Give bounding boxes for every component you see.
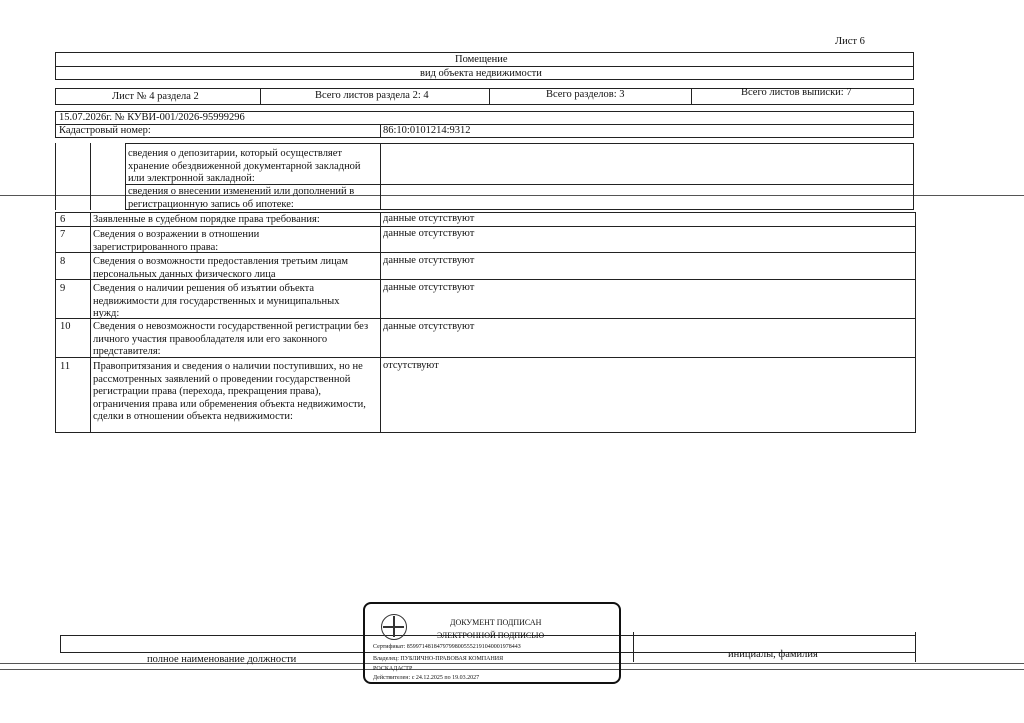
row-value: данные отсутствуют bbox=[383, 321, 475, 332]
row-number: 7 bbox=[60, 229, 66, 240]
row-number: 10 bbox=[60, 321, 71, 332]
stamp-owner: Владелец: ПУБЛИЧНО-ПРАВОВАЯ КОМПАНИЯ bbox=[373, 656, 504, 662]
row-value: данные отсутствуют bbox=[383, 213, 475, 224]
sheet-of-section: Лист № 4 раздела 2 bbox=[112, 91, 199, 102]
stamp-line-1: ДОКУМЕНТ ПОДПИСАН bbox=[450, 618, 542, 627]
row-number: 11 bbox=[60, 361, 71, 372]
row-label: Сведения о возражении в отношении зарегистрированного права: bbox=[93, 229, 260, 253]
total-sections: Всего разделов: 3 bbox=[546, 89, 625, 100]
stamp-line-2: ЭЛЕКТРОННОЙ ПОДПИСЬЮ bbox=[437, 631, 545, 640]
cadastral-number: 86:10:0101214:9312 bbox=[383, 125, 471, 136]
emblem-icon bbox=[381, 614, 407, 640]
cadastral-label: Кадастровый номер: bbox=[59, 125, 151, 136]
row-label: Правопритязания и сведения о наличии поступивших, но не рассмотренных заявлений о проведении государственной регистрации права (перехода, прекращения права), ограничения права или обременения объекта недвижимости, сделки в отношении объекта недвижимости: bbox=[93, 361, 366, 422]
sub-row-label: сведения о внесении изменений или дополнений в регистрационную запись об ипотеке: bbox=[128, 186, 355, 210]
name-label: инициалы, фамилия bbox=[728, 649, 818, 660]
signature-stamp bbox=[363, 602, 621, 684]
total-sheets-section: Всего листов раздела 2: 4 bbox=[315, 90, 429, 101]
sub-row-label: сведения о депозитарии, который осуществляет хранение обездвиженной документарной закладной или электронной закладной: bbox=[128, 148, 361, 184]
object-subtitle: вид объекта недвижимости bbox=[420, 68, 542, 79]
header-divider bbox=[55, 66, 914, 67]
position-label: полное наименование должности bbox=[147, 654, 297, 665]
row-label: Заявленные в судебном порядке права требования: bbox=[93, 214, 320, 225]
row-value: данные отсутствуют bbox=[383, 255, 475, 266]
object-title: Помещение bbox=[455, 54, 508, 65]
total-sheets-extract: Всего листов выписки: 7 bbox=[741, 87, 852, 98]
stamp-valid: Действителен: с 24.12.2025 по 19.03.2027 bbox=[373, 675, 480, 681]
stamp-owner-2: РОСКАДАСТР bbox=[373, 666, 413, 672]
sheet-number: Лист 6 bbox=[835, 36, 865, 47]
row-value: отсутствуют bbox=[383, 360, 439, 371]
stamp-certificate: Сертификат: 8599714818479799800555219104000197844З bbox=[373, 644, 521, 650]
row-label: Сведения о возможности предоставления третьим лицам персональных данных физического лица bbox=[93, 256, 349, 280]
doc-number: 15.07.2026г. № КУВИ-001/2026-95999296 bbox=[59, 112, 245, 123]
row-number: 8 bbox=[60, 256, 66, 267]
row-label: Сведения о наличии решения об изъятии объекта недвижимости для государственных и муниципальных нужд: bbox=[93, 283, 340, 319]
row-value: данные отсутствуют bbox=[383, 282, 475, 293]
row-label: Сведения о невозможности государственной регистрации без личного участия правообладателя или его законного представителя: bbox=[93, 321, 369, 357]
row-number: 6 bbox=[60, 214, 66, 225]
row-number: 9 bbox=[60, 283, 66, 294]
row-value: данные отсутствуют bbox=[383, 228, 475, 239]
